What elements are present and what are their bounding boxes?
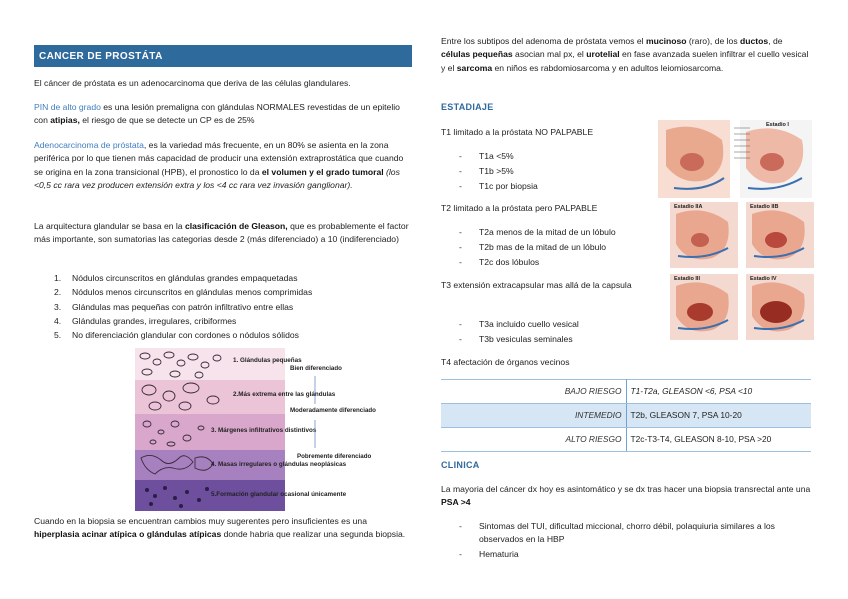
- clinica-list: [459, 520, 811, 563]
- list-text: T2a menos de la mitad de un lóbulo: [479, 227, 616, 237]
- list-text: Nódulos circunscritos en glándulas grandes empaquetadas: [72, 273, 298, 283]
- list-item: - T1c por biopsia: [459, 180, 538, 195]
- t2-list: [459, 226, 616, 271]
- subtypes-text: en niños es rabdomiosarcoma y en adultos leiomiosarcoma.: [492, 62, 724, 73]
- list-text: T2b mas de la mitad de un lóbulo: [479, 242, 607, 252]
- list-text: T1c por biopsia: [479, 181, 538, 191]
- subtypes-text: asocian mal px, el: [512, 49, 587, 60]
- risk-value: T1-T2a, GLEASON <6, PSA <10: [626, 380, 811, 404]
- pin-atipias: atipias,: [50, 115, 80, 126]
- list-num: 3.: [54, 301, 62, 312]
- adeno-paragraph: [34, 139, 412, 192]
- list-item: - T2c dos lóbulos: [459, 256, 616, 271]
- list-text: Glándulas grandes, irregulares, cribiformes: [72, 315, 237, 326]
- page-title: CANCER DE PROSTÁTA: [34, 45, 412, 67]
- risk-value: T2c-T3-T4, GLEASON 8-10, PSA >20: [626, 428, 811, 452]
- list-item: [34, 329, 412, 343]
- list-num: 2.: [54, 287, 62, 298]
- subtype-celulas: células pequeñas: [441, 49, 513, 60]
- risk-table: [441, 379, 811, 452]
- intro-paragraph: El cáncer de próstata es un adenocarcinoma que deriva de las células glandulares.: [34, 78, 351, 88]
- biopsy-bold: hiperplasia acinar atípica o glándulas atípicas: [34, 529, 222, 540]
- gleason-intro: [34, 220, 412, 247]
- fig-label-3: 3. Márgenes infiltrativos distintivos: [211, 427, 317, 434]
- gleason-list: [34, 272, 412, 343]
- estadiaje-heading: ESTADIAJE: [441, 102, 494, 112]
- list-text: T1a <5%: [479, 151, 514, 161]
- adeno-term: Adenocarcinoma de próstata: [34, 140, 144, 150]
- t3-title: T3 extensión extracapsular mas allá de la capsula: [441, 280, 632, 290]
- list-item: - T3a incluido cuello vesical: [459, 318, 579, 333]
- clinica-heading: CLINICA: [441, 460, 480, 470]
- stage-label-2b: Estadio IIB: [750, 204, 779, 210]
- list-text: Glándulas mas pequeñas con patrón infiltrativo entre ellas: [72, 301, 294, 312]
- list-text: Sintomas del TUI, dificultad miccional, chorro débil, polaquiuria similares a los observados en la HBP: [479, 521, 775, 545]
- list-num: 5.: [54, 330, 62, 341]
- list-item: - T3b vesiculas seminales: [459, 333, 579, 348]
- staging-diagram: [658, 118, 814, 350]
- list-item: - T1b >5%: [459, 165, 538, 180]
- table-row: [441, 428, 811, 452]
- subtype-sarcoma: sarcoma: [456, 62, 493, 73]
- pin-text-2: el riesgo de que se detecte un CP es de 25%: [79, 115, 255, 126]
- adeno-text: , es la variedad más frecuente, en un 80% se asienta en la zona periférica por lo que tienen más capacidad de producir una extensión extraprostática que cuando se origina en la zona transicional (HPB), el pronostico lo da: [34, 140, 404, 177]
- list-text: Hematuria: [479, 549, 519, 559]
- clinica-bold: PSA >4: [441, 497, 471, 508]
- risk-label: BAJO RIESGO: [441, 380, 626, 404]
- adeno-bold: el volumen y el grado tumoral: [261, 166, 384, 177]
- stage-label-3: Estadio III: [674, 276, 700, 282]
- stage-label-1: Estadio I: [766, 122, 789, 128]
- list-item: [34, 301, 412, 315]
- list-item: [34, 315, 412, 329]
- fig-label-1: 1. Glándulas pequeñas: [233, 357, 302, 364]
- diff-well: Bien diferenciado: [290, 365, 342, 372]
- biopsy-paragraph: [34, 515, 412, 542]
- t2-title: T2 limitado a la próstata pero PALPABLE: [441, 203, 598, 213]
- subtype-ductos: ductos: [740, 36, 769, 46]
- subtypes-paragraph: [441, 35, 811, 75]
- gleason-intro-text-2: que es probablemente el factor más importante, son sumatorias las categorias desde 2 (más diferenciado) a 10 (indiferenciado): [34, 221, 409, 245]
- list-text: T1b >5%: [479, 166, 514, 176]
- fig-label-4: 4. Masas irregulares o glándulas neoplásicas: [211, 461, 347, 468]
- list-text: T3b vesiculas seminales: [479, 334, 573, 344]
- list-num: 4.: [54, 315, 62, 326]
- t4-title: T4 afectación de órganos vecinos: [441, 357, 570, 367]
- list-item: - T1a <5%: [459, 150, 538, 165]
- t3-list: [459, 318, 579, 348]
- gleason-bold: clasificación de Gleason,: [184, 221, 288, 231]
- clinica-text: La mayoria del cáncer dx hoy es asintomático y se dx tras hacer una biopsia transrectal ante una: [441, 484, 811, 494]
- risk-label: INTEMEDIO: [441, 404, 626, 428]
- list-item: [459, 548, 811, 563]
- table-row: [441, 380, 811, 404]
- gleason-diagram: [135, 348, 376, 511]
- pin-paragraph: [34, 101, 412, 128]
- subtype-urotelial: urotelial: [586, 49, 620, 60]
- fig-label-5: 5.Formación glandular ocasional únicamente: [211, 491, 347, 498]
- diff-poor: Pobremente diferenciado: [297, 453, 372, 460]
- list-item: - T2a menos de la mitad de un lóbulo: [459, 226, 616, 241]
- list-text: No diferenciación glandular con cordones o nódulos sólidos: [72, 330, 299, 341]
- table-row: [441, 404, 811, 428]
- biopsy-text-2: donde habria que realizar una segunda biopsia.: [221, 529, 406, 540]
- adeno-italic: (los <0,5 cc rara vez producen extensión extra y los <4 cc rara vez invasión ganglionar).: [34, 166, 400, 190]
- list-num: 1.: [54, 273, 62, 283]
- gleason-intro-text: La arquitectura glandular se basa en la: [34, 221, 185, 231]
- risk-value: T2b, GLEASON 7, PSA 10-20: [626, 404, 811, 428]
- subtype-mucinoso: mucinoso: [645, 36, 687, 46]
- risk-label: ALTO RIESGO: [441, 428, 626, 452]
- stage-label-2a: Estadio IIA: [674, 204, 703, 210]
- list-item: [34, 272, 412, 286]
- pin-term: PIN de alto grado: [34, 102, 101, 112]
- list-text: T3a incluido cuello vesical: [479, 319, 579, 329]
- list-text: Nódulos menos circunscritos en glándulas menos comprimidas: [72, 287, 313, 298]
- pin-text: es una lesión premaligna con glándulas NORMALES revestidas de un epitelio con: [34, 102, 400, 126]
- list-item: [34, 286, 412, 300]
- list-dash: -: [459, 521, 462, 531]
- list-item: - T2b mas de la mitad de un lóbulo: [459, 241, 616, 256]
- subtypes-text: , de: [768, 36, 783, 46]
- list-dash: -: [459, 549, 462, 559]
- t1-title: T1 limitado a la próstata NO PALPABLE: [441, 127, 594, 137]
- list-text: T2c dos lóbulos: [479, 257, 540, 267]
- list-item: [459, 520, 811, 548]
- subtypes-text: Entre los subtipos del adenoma de próstata vemos el: [441, 36, 646, 46]
- fig-label-2: 2.Más extrema entre las glándulas: [233, 391, 336, 398]
- clinica-paragraph: [441, 483, 811, 510]
- t1-list: [459, 150, 538, 195]
- stage-label-4: Estadio IV: [750, 276, 777, 282]
- diff-moderate: Moderadamente diferenciado: [290, 407, 376, 414]
- subtypes-text: (raro), de los: [686, 36, 741, 46]
- biopsy-text: Cuando en la biopsia se encuentran cambios muy sugerentes pero insuficientes es una: [34, 516, 367, 526]
- subtypes-text: en fase avanzada suelen infiltrar el cuello vesical y el: [441, 49, 809, 73]
